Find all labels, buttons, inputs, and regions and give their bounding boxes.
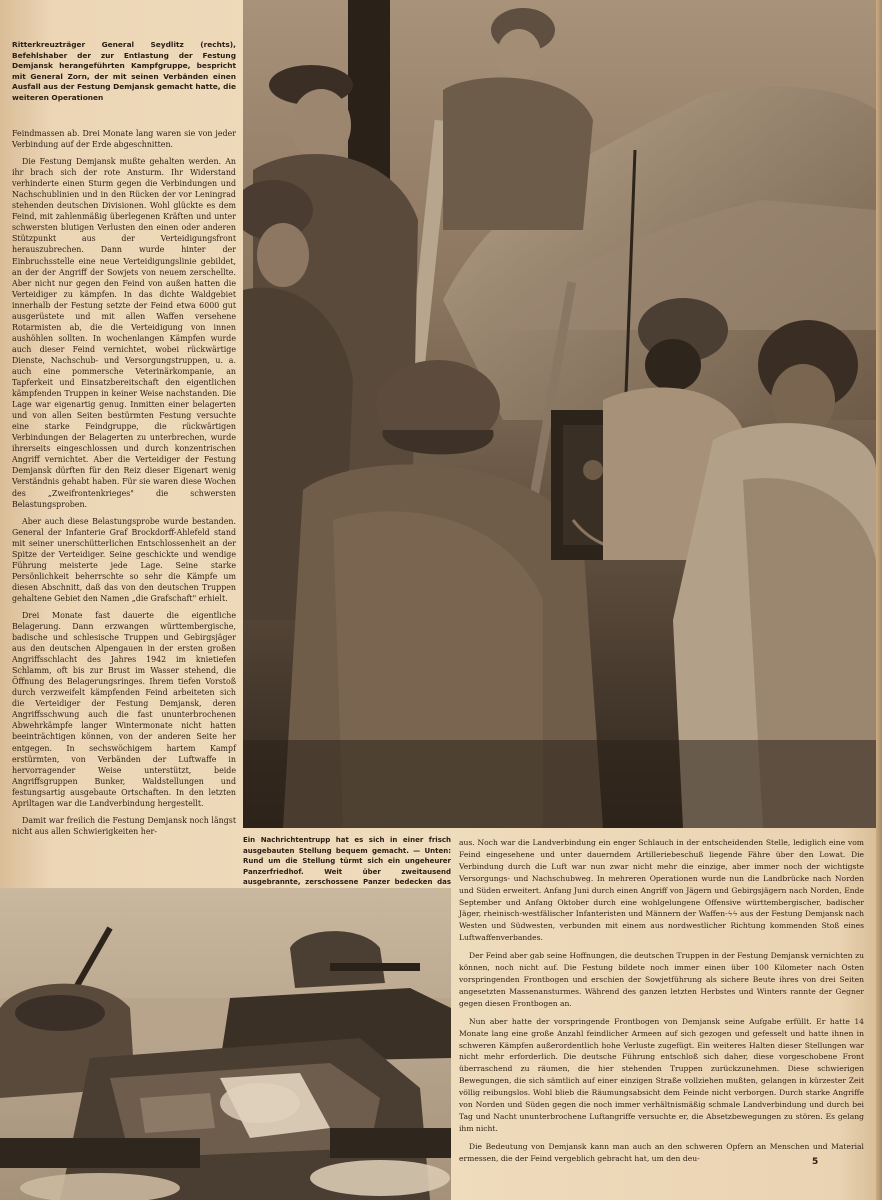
- right-article-column: [459, 837, 864, 1171]
- article-paragraph: Der Feind aber gab seine Hoffnungen, die deutschen Truppen in der Festung Demjansk vernichten zu können, noch nicht auf. Die Festung bildete noch immer einen über 100 Kilometer nach Osten vorspringenden Frontbogen und erschien der Sowjetführung als sichere Beute ihres von drei Seiten angesetzten Massenansturmes. Während des ganzen letzten Herbstes und Winters rannte der Gegner gegen diesen Frontbogen an.: [459, 951, 864, 1008]
- article-paragraph: Drei Monate fast dauerte die eigentliche Belagerung. Dann erzwangen württembergische, badische und schlesische Truppen und Gebirgsjäger aus den deutschen Alpengauen in der ersten großen Angriffsschlacht des Jahres 1942 im knietiefen Schlamm, oft bis zur Brust im Wasser stehend, die Öffnung des Belagerungsringes. Ihrem tiefen Vorstoß durch verzweifelt kämpfenden Feind arbeiteten sich die Verteidiger der Festung Demjansk, deren Angriffsschwung auch die fast ununterbrochenen Abwehrkämpfe langer Wintermonate nicht hatten beeinträchtigen können, von der anderen Seite her entgegen. In sechswöchigem hartem Kampf erstürmten, von Verbänden der Luftwaffe in hervorragender Weise unterstützt, beide Angriffsgruppen Bunker, Waldstellungen und festungsartig ausgebaute Ortschaften. In den letzten Apriltagen war die Landverbindung hergestellt.: [12, 610, 236, 808]
- page-edge: [876, 0, 882, 1200]
- article-paragraph: Die Festung Demjansk mußte gehalten werden. An ihr brach sich der rote Ansturm. Ihr Widerstand verhinderte einen Sturm gegen die Verbindungen und Nachschublinien und in den Rücken der vor Leningrad stehenden deutschen Divisionen. Wohl glückte es dem Feind, mit zahlenmäßig überlegenen Kräften und unter schwersten blutigen Verlusten den einen oder anderen Stützpunkt aus der Verteidigungsfront herauszubrechen. Dann wurde hinter der Einbruchsstelle eine neue Verteidigungslinie gebildet, an der der Angriff der Sowjets von neuem zerschellte. Aber nicht nur gegen den Feind von außen hatten die Verteidiger zu kämpfen. In das dichte Waldgebiet innerhalb der Festung setzte der Feind etwa 6000 gut ausgerüstete und mit allen Waffen versehene Rotarmisten ab, die die Verteidigung von innen aushöhlen sollten. In wochenlangen Kämpfen wurde auch dieser Feind vernichtet, wobei rückwärtige Dienste, Nachschub- und Versorgungstruppen, u. a. auch eine pommersche Veterinärkompanie, an Tapferkeit und Einsatzbereitschaft den eigentlichen kämpfenden Truppen in keiner Weise nachstanden. Die Lage war eigenartig genug. Inmitten einer belagerten und von allen Seiten bestürmten Festung versuchte eine starke Feindgruppe, die rückwärtigen Verbindungen der Belagerten zu unterbrechen, wurde ihrerseits eingeschlossen und durch konzentrischen Angriff vernichtet. Aber die Verteidiger der Festung Demjansk dürften für den Reiz dieser Eigenart wenig Verständnis gehabt haben. Für sie waren diese Wochen des „Zweifrontenkrieges" die schwersten Belastungsproben.: [12, 157, 236, 509]
- left-article-column: [12, 128, 236, 843]
- tank-graveyard-photo: [0, 888, 451, 1200]
- signal-troop-photo: [243, 0, 876, 828]
- article-paragraph: Damit war freilich die Festung Demjansk noch längst nicht aus allen Schwierigkeiten her-: [12, 815, 236, 836]
- article-paragraph: aus. Noch war die Landverbindung ein enger Schlauch in der entscheidenden Stelle, lediglich eine vom Feind eingesehene und unter dauerndem Artilleriebeschuß liegende Fähre über den Lowat. Die Verbindung durch die Luft war nun zwar nicht mehr die einzige, aber immer noch der wichtigste Versorgungs- und Nachschubweg. In mehreren Operationen wurde nun die Landbrücke nach Norden und Süden erweitert. Anfang Juni durch einen Angriff von Jägern und Gebirgsjägern nach Norden, Ende September und Anfang Oktober durch eine wohlgelungene Offensive württembergischer, badischer Jäger, rheinisch-westfälischer Infanteristen und Männern der Waffen-ϟϟ aus der Festung Demjansk nach Westen und Südwesten, verbunden mit einem aus nordwestlicher Richtung kommenden Stoß eines Luftwaffenverbandes.: [459, 838, 864, 943]
- page-number: 5: [812, 1157, 819, 1167]
- article-paragraph: Nun aber hatte der vorspringende Frontbogen von Demjansk seine Aufgabe erfüllt. Er hatte 14 Monate lang eine große Anzahl feindlicher Armeen auf sich gezogen und gefesselt und hatte ihnen in schweren Kämpfen außerordentlich hohe Verluste zugefügt. Ein weiteres Halten dieser Stellungen war nicht mehr erforderlich. Die deutsche Führung entschloß sich daher, diese vorgeschobene Front überraschend zu räumen, die hier stehenden Truppen zurückzunehmen. Diese schwierigen Bewegungen, die sich sämtlich auf einer einzigen Straße vollziehen mußten, gelangen in kürzester Zeit völlig reibungslos. Wohl blieb die Räumungsabsicht dem Feinde nicht verborgen. Durch starke Angriffe von Norden und Süden gegen die noch immer verhältnismäßig schmale Landverbindung und durch bei Tag und Nacht ununterbrochene Luftangriffe versuchte er, die Absetzbewegungen zu stören. Es gelang ihm nicht.: [459, 1016, 864, 1133]
- tank-graveyard-illustration: [0, 888, 451, 1200]
- bottom-photo-caption: Ein Nachrichtentrupp hat es sich in einer frisch ausgebauten Stellung bequem gemacht. — Unten: Rund um die Stellung türmt sich ein ungeheurer Panzerfriedhof. Weit über zweitausend ausgebrannte, zerschossene Panzer bedecken das: [243, 836, 451, 887]
- top-photo-caption: Ritterkreuzträger General Seydlitz (rechts), Befehlshaber der zur Entlastung der Festung Demjansk herangeführten Kampfgruppe, bespricht mit General Zorn, der mit seinen Verbänden einen Ausfall aus der Festung Demjansk gemacht hatte, die weiteren Operationen: [12, 40, 236, 102]
- article-paragraph: Feindmassen ab. Drei Monate lang waren sie von jeder Verbindung auf der Erde abgeschnitten.: [12, 129, 236, 150]
- article-paragraph: Die Bedeutung von Demjansk kann man auch an den schweren Opfern an Menschen und Material ermessen, die der Feind vergeblich gebracht hat, um den deu-: [459, 1141, 864, 1163]
- article-paragraph: Aber auch diese Belastungsprobe wurde bestanden. General der Infanterie Graf Brockdorff-Ahlefeld stand mit seiner unerschütterlichen Entschlossenheit an der Spitze der Verteidiger. Seine geschickte und wendige Führung meisterte jede Lage. Seine starke Persönlichkeit beherrschte so sehr die Kämpfe um diesen Abschnitt, daß das von den deutschen Truppen gehaltene Gebiet den Namen „die Grafschaft" erhielt.: [12, 516, 236, 603]
- signal-troop-photo-illustration: [243, 0, 876, 828]
